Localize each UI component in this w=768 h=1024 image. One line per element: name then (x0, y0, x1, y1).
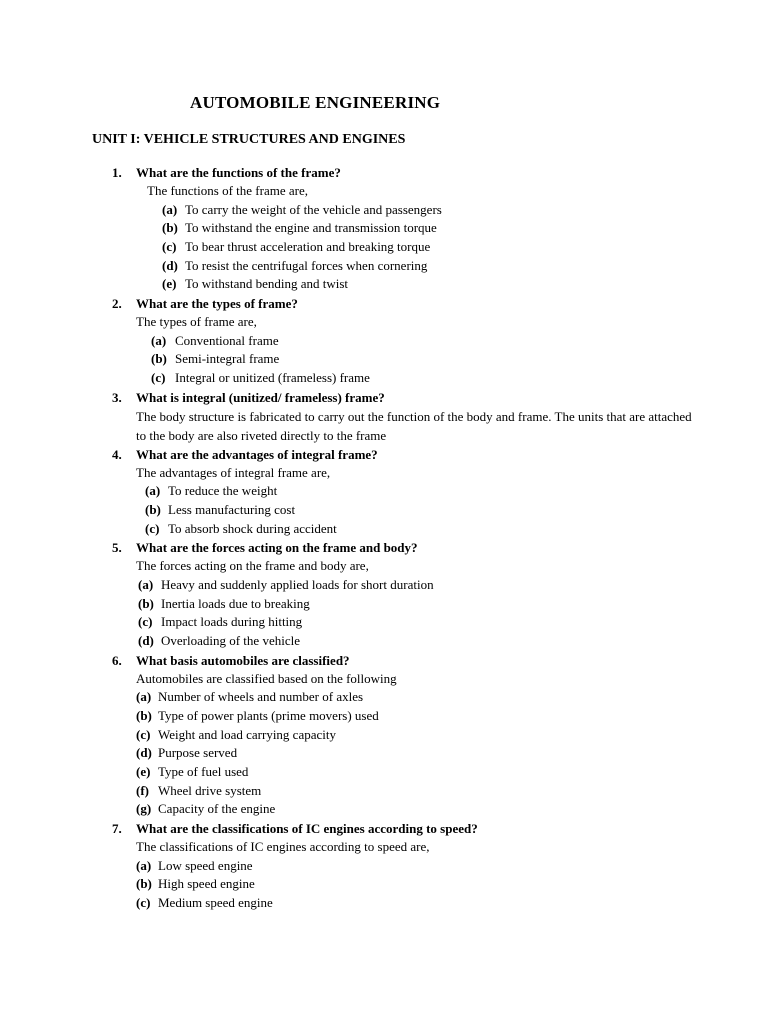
question-number: 1. (112, 165, 122, 180)
question-line (0, 388, 768, 407)
list-item (0, 595, 768, 614)
list-item (0, 332, 768, 351)
answer-intro: The forces acting on the frame and body are, (136, 558, 369, 574)
question-line (0, 538, 768, 557)
list-item (0, 857, 768, 876)
item-label: (b) (138, 595, 154, 611)
question-line (0, 294, 768, 313)
item-text: Low speed engine (158, 857, 253, 873)
answer-intro: The advantages of integral frame are, (136, 464, 331, 480)
question-text: What are the functions of the frame? (136, 165, 341, 180)
item-label: (b) (136, 876, 152, 892)
question-line (0, 651, 768, 670)
list-item (0, 782, 768, 801)
item-text: Type of fuel used (158, 764, 249, 780)
item-label: (a) (136, 689, 152, 705)
item-label: (e) (136, 764, 151, 780)
answer-intro: The functions of the frame are, (147, 183, 308, 198)
item-text: Impact loads during hitting (161, 614, 303, 630)
unit-heading: UNIT I: VEHICLE STRUCTURES AND ENGINES (92, 132, 406, 147)
document-title: AUTOMOBILE ENGINEERING (190, 93, 441, 112)
item-label: (c) (138, 614, 153, 630)
item-text: Capacity of the engine (158, 801, 276, 817)
item-text: Heavy and suddenly applied loads for short duration (161, 576, 434, 592)
item-label: (b) (151, 351, 167, 367)
question-line (0, 445, 768, 464)
list-item (0, 726, 768, 745)
item-label: (a) (162, 201, 178, 217)
item-text: To withstand bending and twist (185, 276, 349, 292)
item-text: To reduce the weight (168, 483, 278, 499)
question-text: What basis automobiles are classified? (136, 652, 350, 668)
item-label: (d) (136, 745, 152, 761)
list-item (0, 219, 768, 238)
item-text: Number of wheels and number of axles (158, 689, 364, 705)
list-item (0, 275, 768, 294)
item-text: Inertia loads due to breaking (161, 595, 310, 611)
item-label: (c) (145, 520, 160, 536)
item-label: (b) (136, 707, 152, 723)
question-block (0, 651, 768, 819)
item-label: (a) (136, 857, 152, 873)
list-item (0, 613, 768, 632)
list-item (0, 763, 768, 782)
item-text: To withstand the engine and transmission torque (185, 220, 437, 236)
list-item (0, 632, 768, 651)
question-text: What are the advantages of integral frame? (136, 446, 378, 462)
item-label: (a) (151, 332, 167, 348)
item-text: Integral or unitized (frameless) frame (175, 370, 370, 385)
item-label: (d) (138, 633, 154, 648)
list-item (0, 894, 768, 913)
question-block (0, 538, 768, 650)
question-block (0, 445, 768, 539)
item-text: Less manufacturing cost (168, 501, 296, 517)
list-item (0, 201, 768, 220)
answer-intro: The types of frame are, (136, 314, 257, 330)
item-text: Type of power plants (prime movers) used (158, 707, 379, 723)
list-item (0, 482, 768, 501)
item-label: (e) (162, 276, 177, 292)
item-text: Medium speed engine (158, 895, 273, 911)
answer-intro: Automobiles are classified based on the following (136, 670, 397, 686)
item-label: (c) (136, 895, 151, 911)
item-text: Weight and load carrying capacity (158, 726, 336, 742)
question-number: 3. (112, 389, 122, 405)
item-text: To bear thrust acceleration and breaking torque (185, 238, 431, 254)
list-item (0, 257, 768, 276)
item-text: High speed engine (158, 876, 255, 892)
list-item (0, 501, 768, 520)
item-label: (b) (162, 220, 178, 236)
item-text: To resist the centrifugal forces when cornering (185, 257, 428, 273)
question-block (0, 294, 768, 388)
list-item (0, 688, 768, 707)
list-item (0, 707, 768, 726)
question-number: 4. (112, 446, 122, 462)
item-label: (a) (138, 576, 154, 592)
question-block (0, 388, 768, 445)
question-number: 5. (112, 540, 122, 556)
item-label: (c) (151, 370, 166, 385)
question-text: What are the types of frame? (136, 296, 298, 312)
item-label: (f) (136, 782, 149, 798)
question-number: 7. (112, 821, 122, 837)
item-text: Overloading of the vehicle (161, 633, 300, 648)
list-item (0, 576, 768, 595)
question-text: What are the forces acting on the frame and body? (136, 540, 418, 556)
item-label: (a) (145, 483, 161, 499)
item-text: Purpose served (158, 745, 238, 761)
list-item (0, 744, 768, 763)
item-text: To absorb shock during accident (168, 520, 337, 536)
item-label: (g) (136, 801, 152, 817)
item-text: Wheel drive system (158, 782, 262, 798)
list-item (0, 350, 768, 369)
item-text: Semi-integral frame (175, 351, 280, 367)
list-item (0, 238, 768, 257)
question-line (0, 819, 768, 838)
list-item (0, 369, 768, 388)
question-text: What are the classifications of IC engines according to speed? (136, 821, 478, 837)
list-item (0, 875, 768, 894)
question-block (0, 163, 768, 294)
item-label: (d) (162, 257, 178, 273)
answer-intro: The classifications of IC engines according to speed are, (136, 839, 430, 855)
item-label: (b) (145, 501, 161, 517)
item-text: To carry the weight of the vehicle and passengers (185, 201, 442, 217)
question-list (0, 163, 768, 913)
question-text: What is integral (unitized/ frameless) frame? (136, 389, 385, 405)
list-item (0, 520, 768, 539)
question-line (0, 163, 768, 182)
item-label: (c) (136, 726, 151, 742)
question-number: 6. (112, 652, 122, 668)
item-text: Conventional frame (175, 332, 279, 348)
answer-paragraph: The body structure is fabricated to carry out the function of the body and frame. The units that are attached to the body are also riveted directly to the frame (136, 408, 692, 443)
question-block (0, 819, 768, 913)
list-item (0, 800, 768, 819)
question-number: 2. (112, 296, 122, 312)
item-label: (c) (162, 238, 177, 254)
